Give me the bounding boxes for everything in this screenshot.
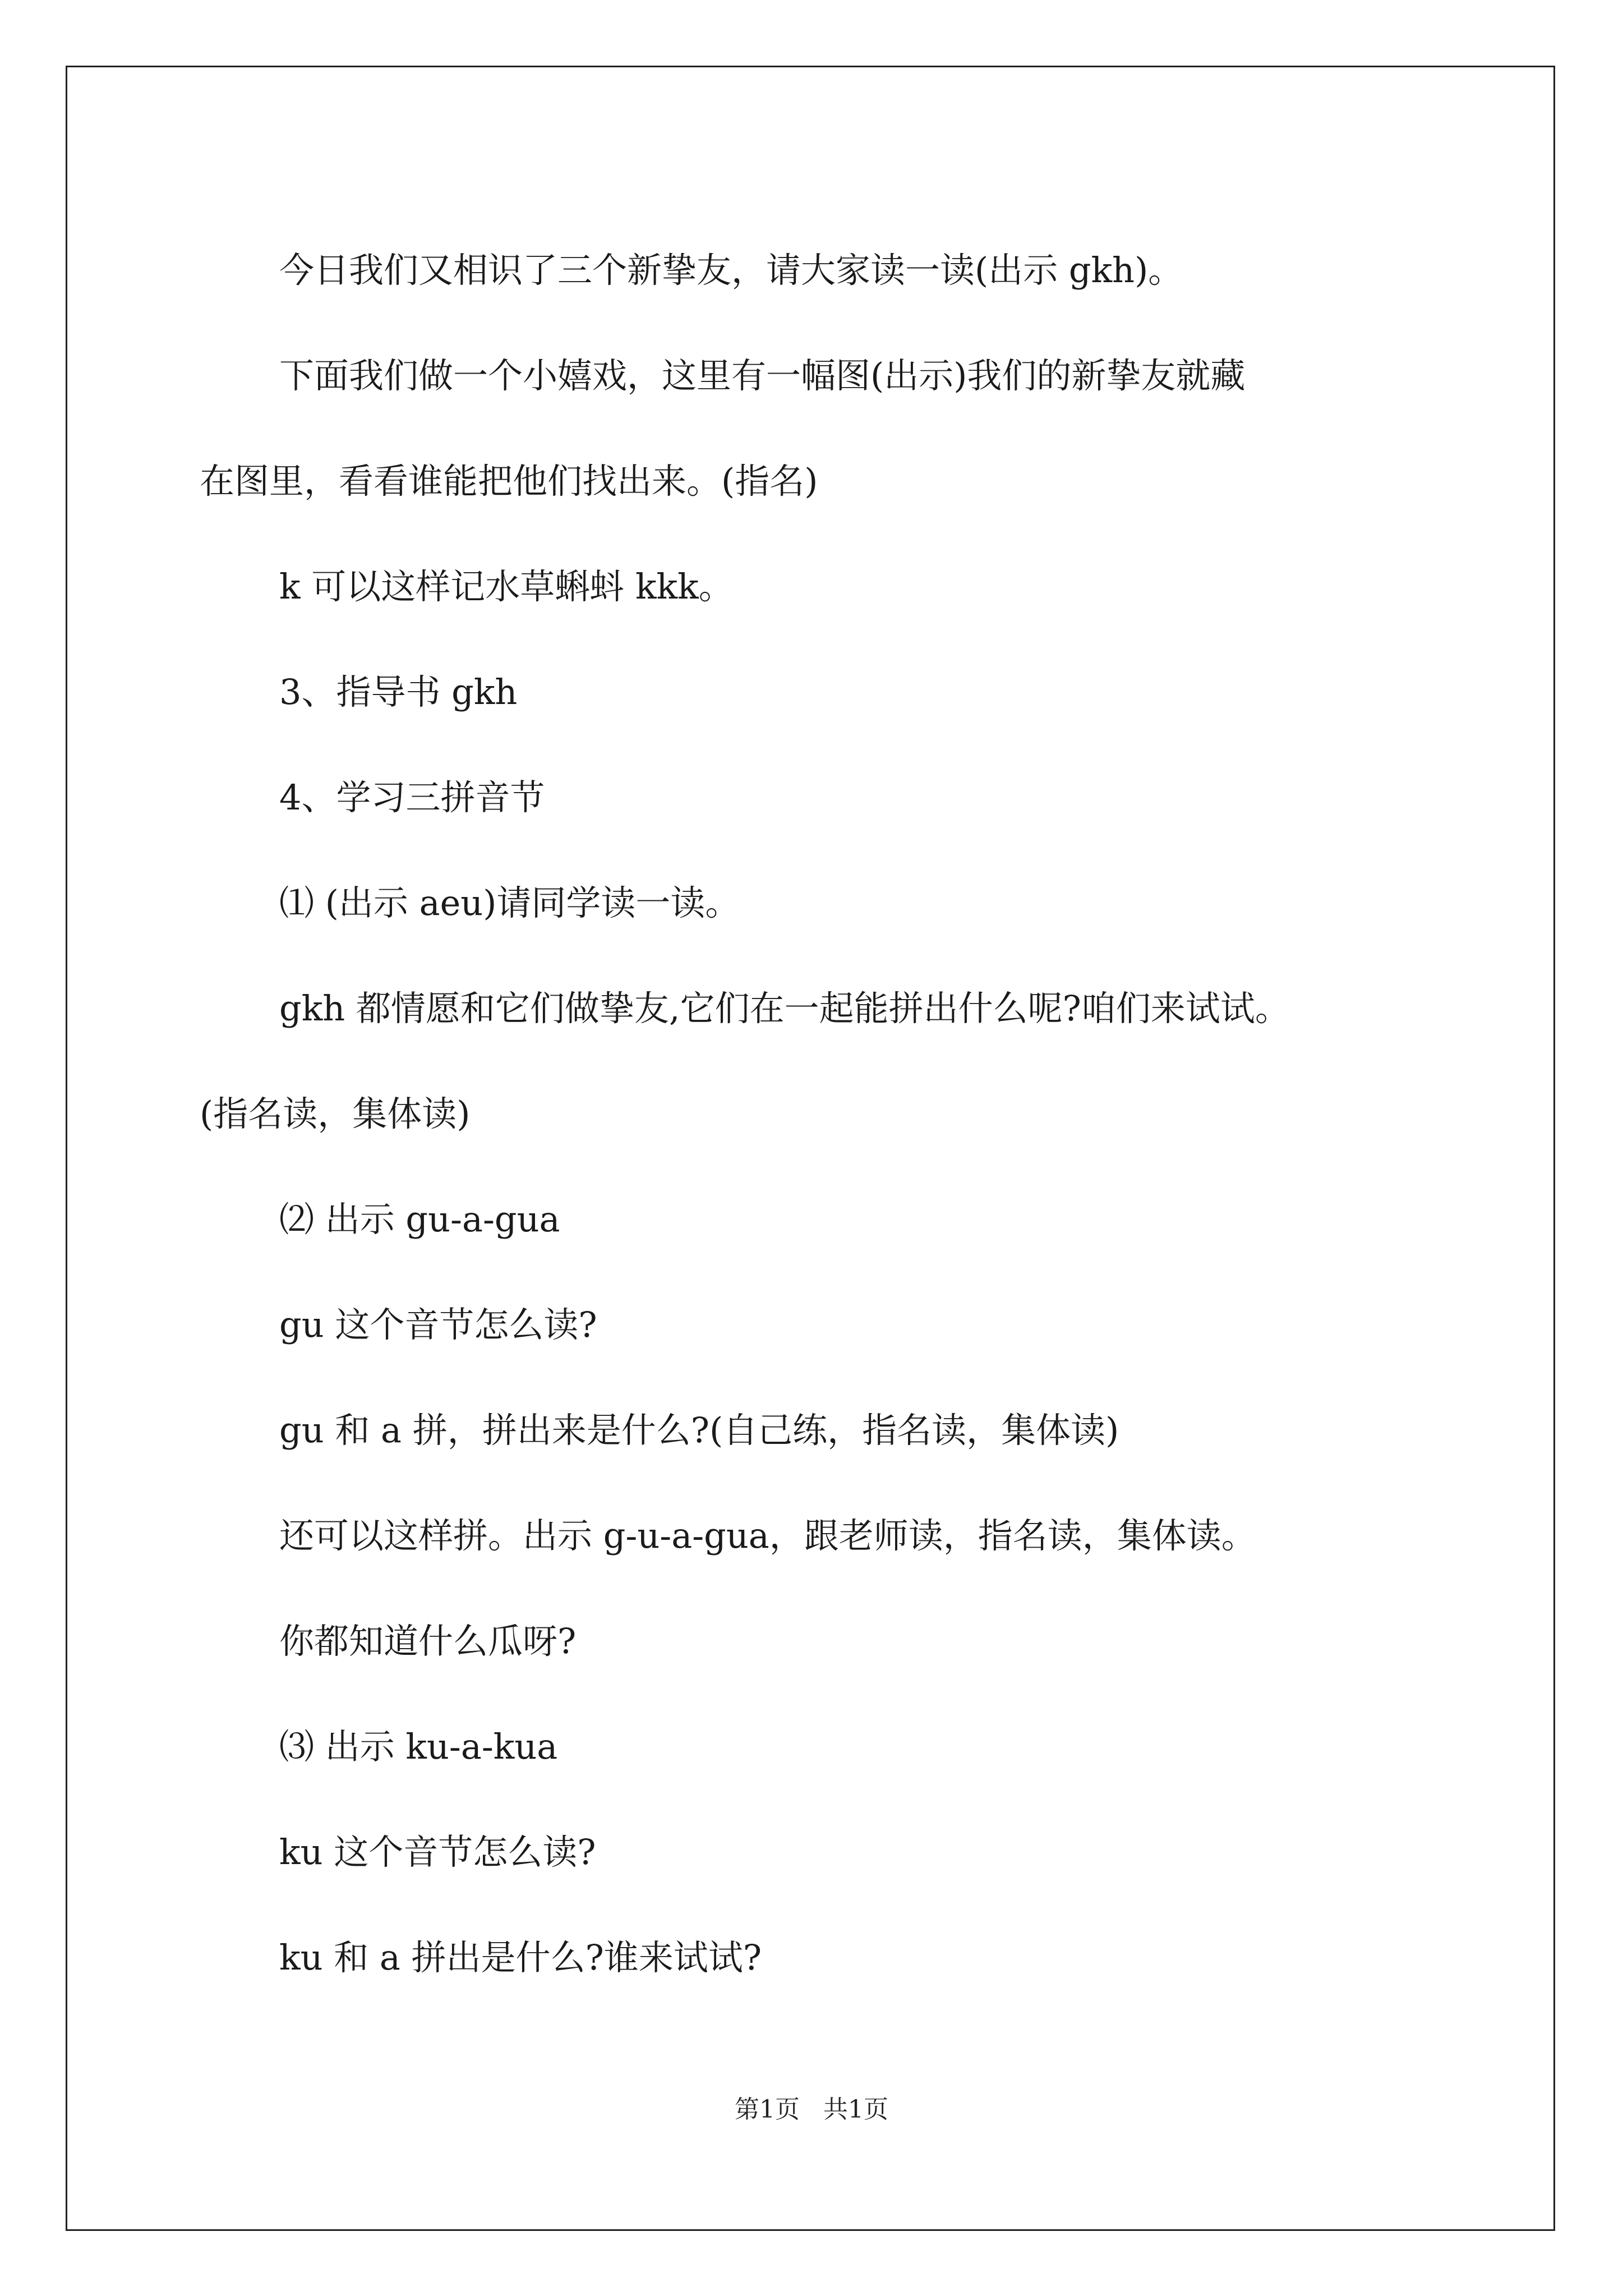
paragraph: 4、学习三拼音节 [279,777,545,818]
paragraph: 你都知道什么瓜呀? [279,1621,577,1662]
paragraph: ku 这个音节怎么读? [279,1832,596,1872]
paragraph: 在图里，看看谁能把他们找出来。(指名) [200,461,818,501]
paragraph: ⑵ 出示 gu-a-gua [279,1199,560,1240]
paragraph: gu 和 a 拼，拼出来是什么?(自己练，指名读，集体读) [279,1410,1119,1451]
paragraph: 今日我们又相识了三个新挚友，请大家读一读(出示 gkh)。 [279,250,1183,291]
document-body [200,218,1473,2010]
paragraph: 3、指导书 gkh [279,671,518,712]
paragraph: 还可以这样拼。出示 g-u-a-gua，跟老师读，指名读，集体读。 [279,1515,1256,1556]
paragraph: (指名读，集体读) [200,1093,471,1134]
total-pages-label: 共1页 [823,2095,888,2124]
current-page-label: 第1页 [735,2095,800,2124]
paragraph: ⑴ (出示 aeu)请同学读一读。 [279,882,740,923]
paragraph: 下面我们做一个小嬉戏，这里有一幅图(出示)我们的新挚友就藏 [279,355,1246,396]
paragraph: gu 这个音节怎么读? [279,1304,597,1345]
paragraph: gkh 都情愿和它们做挚友,它们在一起能拼出什么呢?咱们来试试。 [279,988,1290,1029]
page-footer [0,2089,1623,2125]
paragraph: ku 和 a 拼出是什么?谁来试试? [279,1937,762,1978]
paragraph: k 可以这样记水草蝌蚪 kkk。 [279,566,734,607]
paragraph: ⑶ 出示 ku-a-kua [279,1726,558,1767]
